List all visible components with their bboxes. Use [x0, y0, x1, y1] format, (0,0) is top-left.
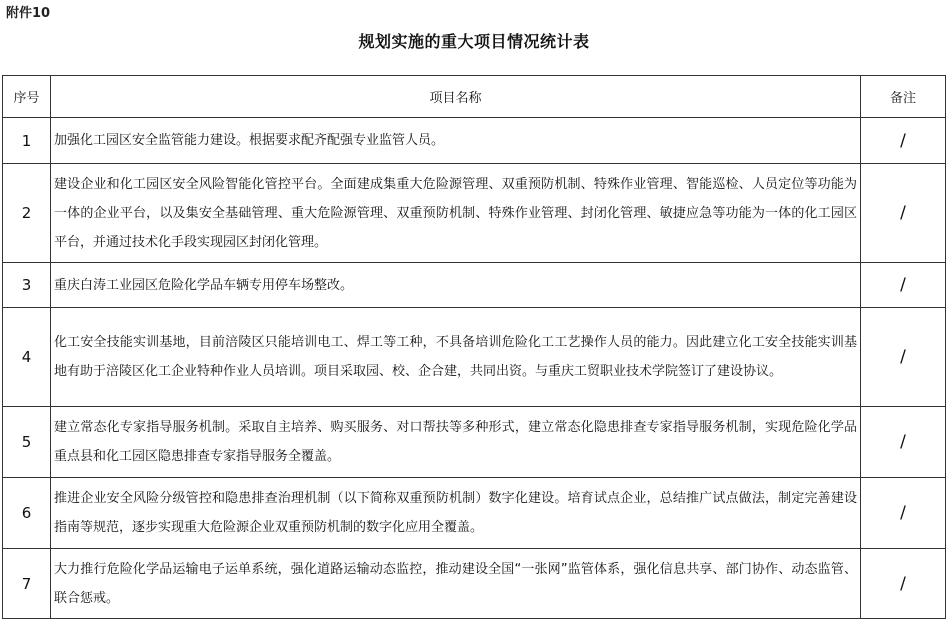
row-number: 4 — [3, 308, 51, 407]
column-header-number: 序号 — [3, 76, 51, 118]
project-name: 大力推行危险化学品运输电子运单系统，强化道路运输动态监控，推动建设全国“一张网”监管体系，强化信息共享、部门协作、动态监管、联合惩戒。 — [51, 549, 861, 619]
table-row — [3, 308, 946, 407]
remark-cell: / — [861, 164, 946, 263]
remark-cell: / — [861, 308, 946, 407]
projects-table — [2, 75, 946, 619]
table-row — [3, 478, 946, 549]
page-title: 规划实施的重大项目情况统计表 — [358, 32, 590, 51]
remark-cell: / — [861, 263, 946, 308]
table-header-row — [3, 76, 946, 118]
table-row — [3, 549, 946, 619]
table-row — [3, 263, 946, 308]
remark-cell: / — [861, 478, 946, 549]
table-row — [3, 164, 946, 263]
project-name: 建立常态化专家指导服务机制。采取自主培养、购买服务、对口帮扶等多种形式，建立常态化隐患排查专家指导服务机制，实现危险化学品重点县和化工园区隐患排查专家指导服务全覆盖。 — [51, 407, 861, 478]
table-row — [3, 118, 946, 164]
row-number: 5 — [3, 407, 51, 478]
project-name: 重庆白涛工业园区危险化学品车辆专用停车场整改。 — [51, 263, 861, 308]
column-header-remarks: 备注 — [861, 76, 946, 118]
row-number: 6 — [3, 478, 51, 549]
row-number: 1 — [3, 118, 51, 164]
remark-cell: / — [861, 407, 946, 478]
project-name: 建设企业和化工园区安全风险智能化管控平台。全面建成集重大危险源管理、双重预防机制、特殊作业管理、智能巡检、人员定位等功能为一体的企业平台，以及集安全基础管理、重大危险源管理、双重预防机制、特殊作业管理、封闭化管理、敏捷应急等功能为一体的化工园区平台，并通过技术化手段实现园区封闭化管理。 — [51, 164, 861, 263]
remark-cell: / — [861, 118, 946, 164]
project-name: 加强化工园区安全监管能力建设。根据要求配齐配强专业监管人员。 — [51, 118, 861, 164]
row-number: 7 — [3, 549, 51, 619]
attachment-label: 附件10 — [6, 6, 51, 21]
row-number: 3 — [3, 263, 51, 308]
column-header-project-name: 项目名称 — [51, 76, 861, 118]
row-number: 2 — [3, 164, 51, 263]
remark-cell: / — [861, 549, 946, 619]
table-row — [3, 407, 946, 478]
project-name: 推进企业安全风险分级管控和隐患排查治理机制（以下简称双重预防机制）数字化建设。培育试点企业，总结推广试点做法，制定完善建设指南等规范，逐步实现重大危险源企业双重预防机制的数字化应用全覆盖。 — [51, 478, 861, 549]
project-name: 化工安全技能实训基地，目前涪陵区只能培训电工、焊工等工种，不具备培训危险化工工艺操作人员的能力。因此建立化工安全技能实训基地有助于涪陵区化工企业特种作业人员培训。项目采取园、校、企合建，共同出资。与重庆工贸职业技术学院签订了建设协议。 — [51, 308, 861, 407]
